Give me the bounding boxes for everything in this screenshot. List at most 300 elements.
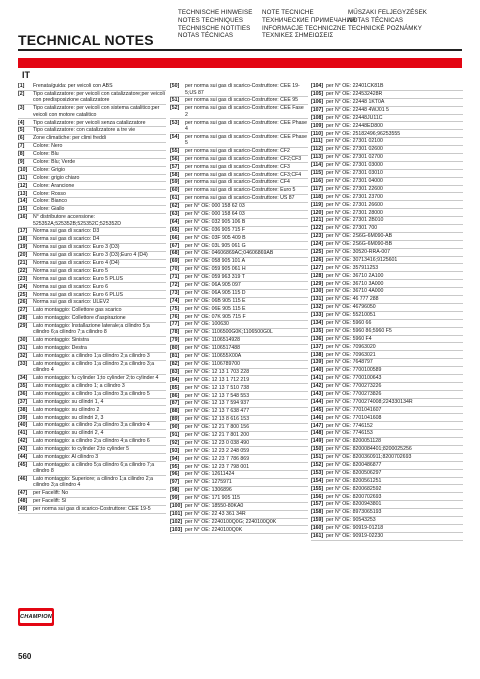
note-row bbox=[311, 225, 463, 233]
note-number: [45] bbox=[18, 461, 28, 468]
note-number: [144] bbox=[311, 398, 324, 405]
note-text: Norma sui gas di scarico: Euro 5 PLUS bbox=[33, 275, 123, 282]
note-number: [81] bbox=[170, 353, 180, 360]
note-number: [91] bbox=[170, 431, 180, 438]
note-number: [40] bbox=[18, 422, 28, 429]
note-number: [59] bbox=[170, 179, 180, 186]
note-number: [76] bbox=[170, 313, 180, 320]
note-text: per norma sui gas di scarico-Costruttore: CEE Phase 5 bbox=[185, 133, 307, 146]
note-row bbox=[170, 519, 308, 527]
note-number: [123] bbox=[311, 233, 324, 240]
language-list-1 bbox=[178, 9, 252, 40]
note-row bbox=[18, 498, 166, 506]
note-text: Tipo catalizzatore: per veicoli con sistema catalitico;per veicoli con motore catalitico bbox=[33, 105, 160, 118]
note-row bbox=[18, 119, 166, 127]
note-text: N° distributore accensione: 525352A;525352B;525352C;525352D bbox=[33, 214, 121, 227]
note-row bbox=[170, 369, 308, 377]
note-text: per N° OE: 06E 905 115 E bbox=[185, 305, 246, 312]
note-text: Lato montaggio: a cilindro 2;a cilindro 4;a cilindro 6 bbox=[33, 438, 150, 445]
note-number: [160] bbox=[311, 525, 324, 532]
note-number: [116] bbox=[311, 177, 323, 184]
note-row bbox=[18, 190, 166, 198]
note-row bbox=[170, 511, 308, 519]
note-number: [141] bbox=[311, 375, 324, 382]
note-text: per N° OE: 7700273826 bbox=[326, 390, 382, 397]
note-number: [133] bbox=[311, 312, 324, 319]
note-text: Lato montaggio: Collettore d'aspirazione bbox=[33, 315, 126, 322]
note-row bbox=[170, 119, 308, 133]
note-text: Norma sui gas di scarico: Euro 3 (D3) bbox=[33, 244, 120, 251]
language-label: NOTAS TÉCNICAS bbox=[348, 16, 404, 24]
note-row bbox=[170, 274, 308, 282]
note-row bbox=[18, 406, 166, 414]
note-number: [50] bbox=[170, 83, 180, 90]
note-text: per N° OE: 8200084401;8200025256 bbox=[326, 446, 412, 453]
note-row bbox=[170, 440, 308, 448]
note-row bbox=[170, 361, 308, 369]
note-text: per N° OE: 25182496;96253555 bbox=[326, 130, 401, 137]
note-number: [117] bbox=[311, 185, 323, 192]
note-number: [78] bbox=[170, 329, 180, 336]
note-text: per N° OE: 27301 23700 bbox=[326, 193, 383, 200]
language-label: TECHNISCHE HINWEISE bbox=[178, 9, 253, 16]
note-number: [161] bbox=[311, 533, 324, 540]
note-row bbox=[170, 156, 308, 164]
note-number: [17] bbox=[18, 228, 28, 235]
note-text: per N° OE: 06A 905 097 bbox=[185, 282, 241, 289]
note-text: per N° OE: 7648797 bbox=[326, 359, 373, 366]
note-row bbox=[18, 252, 166, 260]
note-row bbox=[170, 400, 308, 408]
note-number: [58] bbox=[170, 171, 180, 178]
note-number: [108] bbox=[311, 114, 324, 121]
note-text: Lato montaggio: Al cilindro 3 bbox=[33, 454, 99, 461]
note-number: [153] bbox=[311, 469, 324, 476]
note-text: Lato montaggio: Sinistra bbox=[33, 337, 89, 344]
note-number: [135] bbox=[311, 327, 324, 334]
notes-column-3 bbox=[311, 83, 463, 541]
note-row bbox=[170, 455, 308, 463]
note-row bbox=[170, 345, 308, 353]
note-text: per norma sui gas di scarico-Costruttore: CF3 bbox=[185, 163, 290, 170]
note-text: per N° OE: 22 43 361 34R bbox=[185, 510, 246, 517]
note-number: [152] bbox=[311, 462, 324, 468]
note-row bbox=[311, 186, 463, 194]
note-row bbox=[311, 312, 463, 320]
note-row bbox=[311, 462, 463, 470]
note-row bbox=[311, 478, 463, 486]
note-text: per N° OE: 1106514928 bbox=[185, 337, 241, 344]
note-text: Colore: Arancione bbox=[33, 182, 75, 189]
note-text: per N° OE: 8200506297 bbox=[326, 469, 382, 476]
note-number: [98] bbox=[170, 487, 180, 494]
note-text: per N° OE: 18550-80KA0 bbox=[185, 502, 244, 509]
note-text: Colore: Grigio bbox=[33, 166, 66, 173]
note-text: per N° OE: 12611424 bbox=[185, 471, 235, 478]
note-number: [41] bbox=[18, 430, 28, 437]
note-text: per norma sui gas di scarico-Costruttore: US 87 bbox=[185, 195, 295, 202]
note-row bbox=[311, 178, 463, 186]
note-text: per norma sui gas di scarico-Costruttore: CEE Fase 2 bbox=[185, 105, 304, 118]
note-row bbox=[170, 203, 308, 211]
note-row bbox=[311, 91, 463, 99]
note-number: [47] bbox=[18, 490, 28, 497]
note-row bbox=[311, 525, 463, 533]
note-text: per N° OE: 7700274008;224330134R bbox=[326, 398, 413, 405]
note-text: per N° OE: 27301 700 bbox=[326, 225, 378, 232]
note-text: per N° OE: 30713416;9125601 bbox=[326, 256, 398, 263]
note-row bbox=[311, 454, 463, 462]
note-number: [132] bbox=[311, 304, 324, 311]
note-text: Norma sui gas di scarico: D4 bbox=[33, 236, 100, 243]
note-text: per norma sui gas di scarico-Costruttore: CF3;CF4 bbox=[185, 171, 302, 178]
note-number: [106] bbox=[311, 99, 324, 106]
note-row bbox=[170, 105, 308, 119]
note-number: [21] bbox=[18, 259, 28, 266]
note-text: per N° OE: 224532428R bbox=[326, 91, 383, 98]
language-label: TECHNICKÉ POZNÁMKY bbox=[348, 24, 422, 32]
note-text: per N° OE: 55210051 bbox=[326, 312, 376, 319]
note-text: per norma sui gas di scarico-Costruttore: CEE 19-5;US 87 bbox=[185, 83, 300, 96]
note-number: [147] bbox=[311, 422, 324, 429]
note-text: per N° OE: 100630 bbox=[185, 321, 229, 328]
note-number: [114] bbox=[311, 162, 323, 169]
note-number: [31] bbox=[18, 345, 28, 352]
note-number: [28] bbox=[18, 315, 28, 322]
note-row bbox=[311, 446, 463, 454]
note-text: per N° OE: 36710 4A000 bbox=[326, 288, 384, 295]
note-text: per N° OE: 2S6G-6M090-BB bbox=[326, 241, 393, 248]
note-row bbox=[18, 422, 166, 430]
note-number: [8] bbox=[18, 151, 25, 158]
note-number: [122] bbox=[311, 225, 324, 232]
note-text: per norma sui gas di scarico-Costruttore: CF2 bbox=[185, 147, 290, 154]
note-row bbox=[311, 438, 463, 446]
note-number: [9] bbox=[18, 158, 25, 165]
note-row bbox=[311, 115, 463, 123]
note-row bbox=[18, 430, 166, 438]
note-number: [20] bbox=[18, 252, 28, 259]
note-number: [151] bbox=[311, 454, 324, 461]
note-text: per N° OE: 110655X00A bbox=[185, 353, 242, 360]
note-text: Tipo catalizzatore: per veicoli senza catalizzatore bbox=[33, 119, 146, 126]
language-list-2 bbox=[262, 9, 356, 40]
note-number: [74] bbox=[170, 297, 180, 304]
note-text: per N° OE: 27301 28000 bbox=[326, 209, 383, 216]
note-text: per N° OE: 22401CK81B bbox=[326, 83, 384, 90]
note-number: [128] bbox=[311, 272, 324, 279]
note-row bbox=[311, 304, 463, 312]
note-text: Lato montaggio: to cylinder 2;to cylinder 5 bbox=[33, 446, 130, 453]
note-text: Frenata/guida: per veicoli con ABS bbox=[33, 83, 113, 90]
notes-column-1 bbox=[18, 83, 166, 514]
note-number: [87] bbox=[170, 400, 180, 407]
note-number: [142] bbox=[311, 383, 324, 390]
note-text: Colore: Giallo bbox=[33, 206, 65, 213]
note-number: [24] bbox=[18, 283, 28, 290]
note-number: [10] bbox=[18, 166, 28, 173]
note-row bbox=[311, 501, 463, 509]
note-text: per N° OE: 8200360911;8200702693 bbox=[326, 454, 412, 461]
note-row bbox=[170, 97, 308, 105]
note-text: per N° OE: 059 963 319 T bbox=[185, 274, 245, 281]
note-text: per N° OE: 2S6G-6M090-AB bbox=[326, 233, 393, 240]
note-number: [66] bbox=[170, 234, 180, 241]
note-number: [146] bbox=[311, 414, 324, 421]
note-text: Norma sui gas di scarico: Euro 6 bbox=[33, 283, 108, 290]
note-text: per N° OE: 70963021 bbox=[326, 351, 376, 358]
note-row bbox=[311, 407, 463, 415]
note-number: [68] bbox=[170, 250, 180, 257]
note-text: per N° OE: 7746153 bbox=[326, 430, 373, 437]
note-row bbox=[18, 268, 166, 276]
note-text: per N° OE: 27301 26600 bbox=[326, 201, 383, 208]
note-text: per N° OE: 7700100589 bbox=[326, 367, 382, 374]
note-row bbox=[170, 133, 308, 147]
note-text: per norma sui gas di scarico-Costruttore: CEE Phase 4 bbox=[185, 119, 307, 132]
note-text: per N° OE: 7746152 bbox=[326, 422, 373, 429]
note-text: Norma sui gas di scarico: Euro 3 (D3);Euro 4 (D4) bbox=[33, 252, 148, 259]
note-number: [27] bbox=[18, 307, 28, 314]
note-text: per N° OE: 27301 22600 bbox=[326, 185, 383, 192]
note-number: [69] bbox=[170, 258, 180, 265]
note-row bbox=[170, 479, 308, 487]
note-row bbox=[311, 241, 463, 249]
note-number: [60] bbox=[170, 187, 180, 194]
note-number: [90] bbox=[170, 424, 180, 431]
note-number: [102] bbox=[170, 518, 183, 525]
note-row bbox=[170, 305, 308, 313]
note-text: Tipo catalizzatore: per veicoli con catalizzatore;per veicoli con predisposizione catalizzatore bbox=[33, 91, 165, 104]
note-number: [156] bbox=[311, 493, 324, 500]
language-label: ΤΕΧΝΙΚΕΣ ΣΗΜΕΙΩΣΕΙΣ bbox=[262, 32, 334, 40]
note-text: Lato montaggio: Superiore; a cilindro 1;a cilindro 2;a cilindro 3;a cilindro 4 bbox=[33, 476, 153, 489]
note-row bbox=[18, 91, 166, 105]
note-row bbox=[18, 143, 166, 151]
note-row bbox=[18, 490, 166, 498]
note-row bbox=[311, 375, 463, 383]
note-row bbox=[18, 506, 166, 514]
note-number: [57] bbox=[170, 163, 180, 170]
note-number: [136] bbox=[311, 335, 324, 342]
note-number: [23] bbox=[18, 275, 28, 282]
note-text: per N° OE: 90919-02230 bbox=[326, 533, 384, 540]
language-list-3 bbox=[348, 9, 427, 32]
note-row bbox=[170, 195, 308, 203]
note-number: [92] bbox=[170, 439, 180, 446]
note-row bbox=[18, 105, 166, 119]
note-number: [159] bbox=[311, 517, 324, 524]
note-row bbox=[170, 242, 308, 250]
note-text: per norma sui gas di scarico-Costruttore: Euro 5 bbox=[185, 187, 296, 194]
note-number: [95] bbox=[170, 463, 180, 470]
note-row bbox=[170, 471, 308, 479]
note-number: [126] bbox=[311, 256, 324, 263]
note-row bbox=[18, 182, 166, 190]
note-number: [36] bbox=[18, 390, 28, 397]
note-row bbox=[18, 414, 166, 422]
note-text: Tipo catalizzatore: con catalizzatore a tre vie bbox=[33, 127, 136, 134]
note-number: [83] bbox=[170, 368, 180, 375]
note-number: [94] bbox=[170, 455, 180, 462]
note-number: [33] bbox=[18, 360, 28, 367]
note-text: per N° OE: 8200943801 bbox=[326, 501, 382, 508]
note-text: per N° OE: 07K 905 715 F bbox=[185, 313, 246, 320]
note-text: per N° OE: 8973065193 bbox=[326, 509, 382, 516]
note-number: [145] bbox=[311, 406, 324, 413]
note-row bbox=[18, 323, 166, 337]
note-number: [100] bbox=[170, 502, 183, 509]
language-code: IT bbox=[22, 70, 30, 80]
note-text: per N° OE: 7701041607 bbox=[326, 406, 382, 413]
note-row bbox=[311, 430, 463, 438]
note-text: Lato montaggio: a cilindro 1; a cilindro 3 bbox=[33, 383, 125, 390]
note-text: per N° OE: 22448 4WJ01 5 bbox=[326, 106, 389, 113]
note-text: per N° OE: 03F 905 409 B bbox=[185, 234, 246, 241]
note-row bbox=[18, 135, 166, 143]
note-text: Lato montaggio: Destra bbox=[33, 345, 87, 352]
logo-text: CHAMPION bbox=[19, 614, 53, 620]
note-row bbox=[18, 214, 166, 228]
note-row bbox=[170, 298, 308, 306]
language-label: ТЕХНИЧЕСКИЕ ПРИМЕЧАНИЯ bbox=[262, 16, 356, 24]
note-text: per N° OE: 1106789700 bbox=[185, 360, 241, 367]
note-row bbox=[18, 438, 166, 446]
note-number: [127] bbox=[311, 264, 324, 271]
note-row bbox=[170, 219, 308, 227]
note-number: [97] bbox=[170, 479, 180, 486]
note-row bbox=[18, 353, 166, 361]
note-text: Norma sui gas di scarico: Euro 5 bbox=[33, 267, 108, 274]
note-number: [75] bbox=[170, 305, 180, 312]
note-text: per N° OE: 8200702693 bbox=[326, 493, 382, 500]
note-text: per N° OE: 357911253 bbox=[326, 264, 379, 271]
note-row bbox=[311, 336, 463, 344]
note-number: [112] bbox=[311, 146, 323, 153]
note-text: Lato montaggio: a cilindro 1;a cilindro 2;a cilindro 3 bbox=[33, 353, 150, 360]
note-row bbox=[18, 476, 166, 490]
note-row bbox=[18, 454, 166, 462]
note-number: [16] bbox=[18, 214, 28, 221]
note-text: per N° OE: 059 905 061 H bbox=[185, 266, 246, 273]
note-text: Lato montaggio: su cilindri 2, 4 bbox=[33, 430, 104, 437]
champion-logo bbox=[18, 608, 54, 626]
note-row bbox=[311, 391, 463, 399]
note-row bbox=[311, 249, 463, 257]
note-row bbox=[170, 503, 308, 511]
note-number: [80] bbox=[170, 345, 180, 352]
note-number: [44] bbox=[18, 454, 28, 461]
note-number: [155] bbox=[311, 485, 324, 492]
note-text: per N° OE: 70963020 bbox=[326, 343, 376, 350]
note-text: Lato montaggio: a cilindro 1;a cilindro 3;a cilindro 5 bbox=[33, 390, 150, 397]
note-text: Lato montaggio: su cilindro 2 bbox=[33, 406, 100, 413]
note-text: per N° OE: 5960 F4 bbox=[326, 335, 372, 342]
note-row bbox=[311, 328, 463, 336]
note-row bbox=[18, 236, 166, 244]
note-number: [32] bbox=[18, 353, 28, 360]
note-number: [113] bbox=[311, 154, 323, 161]
note-number: [84] bbox=[170, 376, 180, 383]
note-row bbox=[311, 359, 463, 367]
note-text: per N° OE: 12 23 0 038 490 bbox=[185, 439, 250, 446]
note-text: Lato montaggio: su cilindri 2, 3 bbox=[33, 414, 104, 421]
note-row bbox=[170, 266, 308, 274]
note-number: [52] bbox=[170, 105, 180, 112]
note-text: Colore: Bianco bbox=[33, 198, 68, 205]
note-text: per N° OE: 12 13 7 510 738 bbox=[185, 384, 250, 391]
note-row bbox=[18, 127, 166, 135]
note-row bbox=[311, 154, 463, 162]
note-row bbox=[311, 107, 463, 115]
note-text: per N° OE: 90919-01218 bbox=[326, 525, 384, 532]
note-row bbox=[311, 383, 463, 391]
note-row bbox=[170, 258, 308, 266]
note-number: [138] bbox=[311, 351, 324, 358]
note-row bbox=[18, 315, 166, 323]
page-header bbox=[0, 0, 480, 60]
note-text: per N° OE: 000 158 62 03 bbox=[185, 203, 245, 210]
note-row bbox=[311, 367, 463, 375]
note-number: [51] bbox=[170, 97, 180, 104]
note-number: [26] bbox=[18, 299, 28, 306]
note-number: [46] bbox=[18, 476, 28, 483]
note-number: [157] bbox=[311, 501, 324, 508]
note-row bbox=[18, 375, 166, 383]
note-row bbox=[311, 517, 463, 525]
note-text: per N° OE: 06B 905 115 E bbox=[185, 297, 246, 304]
note-text: per N° OE: 058 905 101 A bbox=[185, 258, 246, 265]
note-row bbox=[311, 170, 463, 178]
note-text: per Facelift: No bbox=[33, 490, 69, 497]
note-number: [96] bbox=[170, 471, 180, 478]
note-number: [22] bbox=[18, 267, 28, 274]
note-number: [18] bbox=[18, 236, 28, 243]
note-number: [56] bbox=[170, 155, 180, 162]
note-number: [82] bbox=[170, 360, 180, 367]
note-text: per N° OE: 06A 905 115 D bbox=[185, 289, 246, 296]
note-row bbox=[311, 233, 463, 241]
note-text: per N° OE: 03L 905 061 G bbox=[185, 242, 246, 249]
note-number: [99] bbox=[170, 495, 180, 502]
note-number: [35] bbox=[18, 383, 28, 390]
note-text: per N° OE: 2240100Q0G; 2240100Q0K bbox=[185, 518, 277, 525]
note-number: [104] bbox=[311, 83, 324, 90]
note-number: [14] bbox=[18, 198, 28, 205]
note-row bbox=[18, 83, 166, 91]
note-text: per N° OE: 1106500G0K;1106500G0L bbox=[185, 329, 273, 336]
note-row bbox=[18, 462, 166, 476]
note-row bbox=[18, 151, 166, 159]
note-text: Lato montaggio: su cilindri 1, 4 bbox=[33, 398, 104, 405]
note-text: Lato montaggio: Collettore gas scarico bbox=[33, 307, 122, 314]
note-row bbox=[311, 257, 463, 265]
note-row bbox=[18, 260, 166, 268]
note-number: [43] bbox=[18, 446, 28, 453]
note-text: per N° OE: 04606869AC;04606869AB bbox=[185, 250, 274, 257]
note-row bbox=[170, 463, 308, 471]
note-row bbox=[18, 244, 166, 252]
note-number: [42] bbox=[18, 438, 28, 445]
note-number: [70] bbox=[170, 266, 180, 273]
note-text: Lato montaggio: Installazione laterale;a cilindro 5;a cilindro 6;a cilindro 7;a cilindro 8 bbox=[33, 323, 150, 336]
note-text: per N° OE: 27301 03010 bbox=[326, 170, 383, 177]
note-text: per N° OE: 5960 66 bbox=[326, 319, 372, 326]
language-label: INFORMACJE TECHNICZNE bbox=[262, 24, 346, 32]
note-text: per N° OE: 12 21 7 800 156 bbox=[185, 424, 250, 431]
note-row bbox=[311, 320, 463, 328]
note-text: per N° OE: 171 905 115 bbox=[185, 495, 241, 502]
